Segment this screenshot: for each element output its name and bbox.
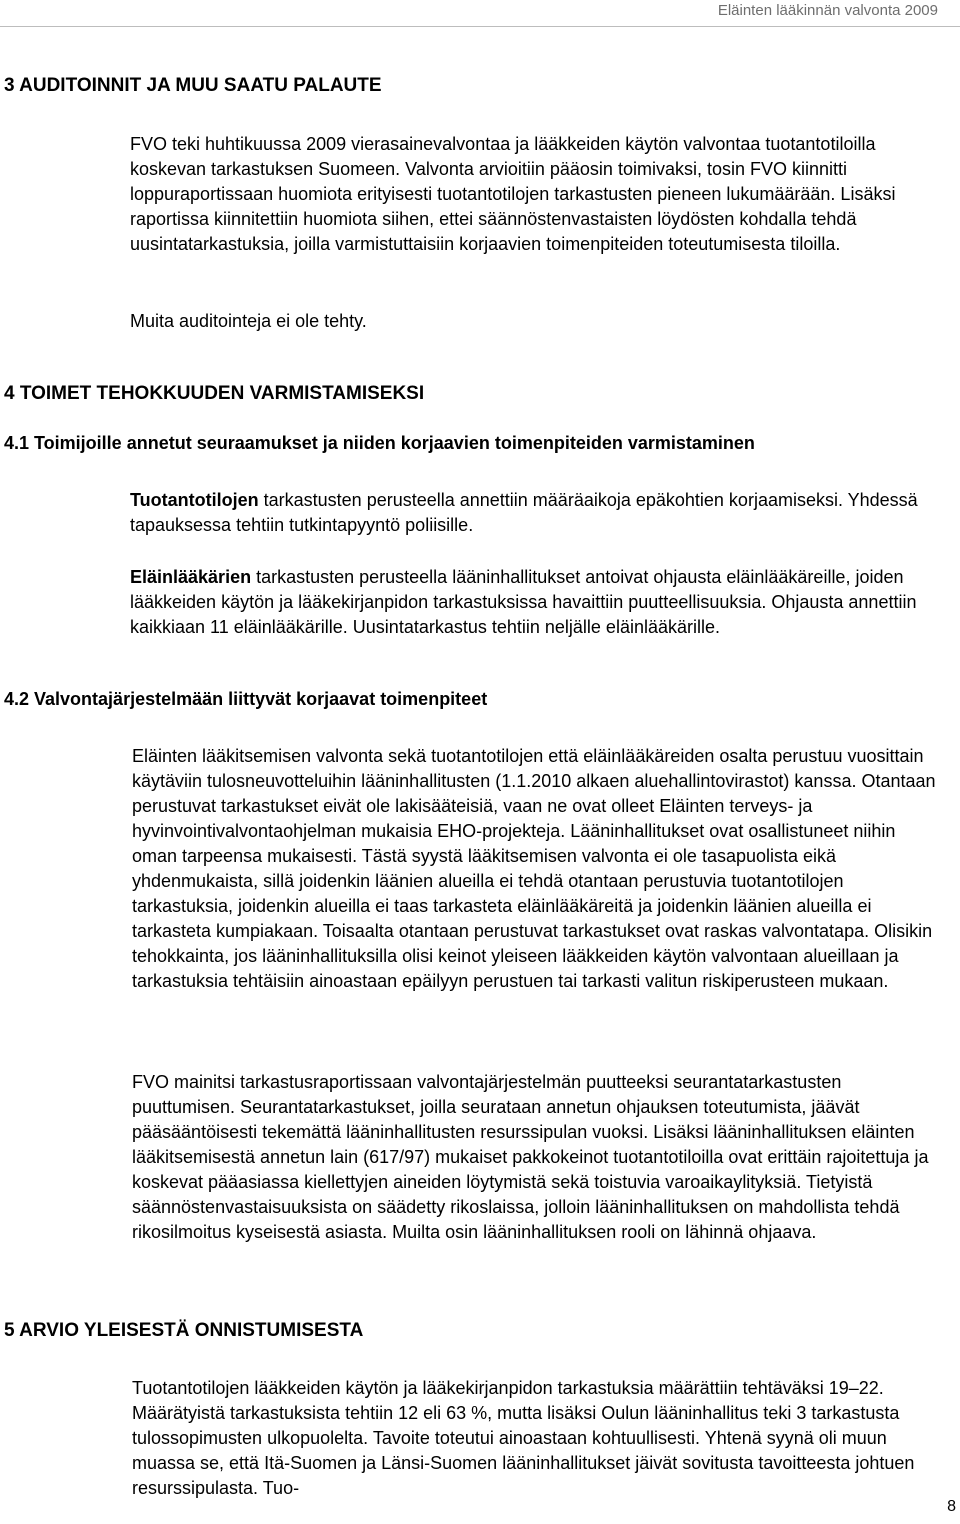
- section-4-1-paragraph-2-text: tarkastusten perusteella lääninhallitukset antoivat ohjausta eläinlääkäreille, joiden lääkkeiden käytön ja lääkekirjanpidon tarkastuksissa havaittiin puutteellisuuksia. Ohjausta annettiin kaikkiaan 11 eläinlääkärille. Uusintatarkastus tehtiin neljälle eläinlääkärille.: [130, 567, 917, 637]
- section-4-1-paragraph-2: [130, 565, 940, 640]
- section-4-1-paragraph-1-text: tarkastusten perusteella annettiin määräaikoja epäkohtien korjaamiseksi. Yhdessä tapauksessa tehtiin tutkintapyyntö poliisille.: [130, 490, 918, 535]
- section-4-2-paragraph-1: Eläinten lääkitsemisen valvonta sekä tuotantotilojen että eläinlääkäreiden osalta perustuu vuosittain käytäviin tulosneuvotteluihin lääninhallitusten (1.1.2010 alkaen aluehallintovirastot) kanssa. Otantaan perustuvat tarkastukset eivät ole lakisääteisiä, vaan ne ovat olleet Eläinten terveys- ja hyvinvointivalvontaohjelman mukaisia EHO-projekteja. Lääninhallitukset ovat osallistuneet niihin oman tarpeensa mukaisesti. Tästä syystä lääkitsemisen valvonta ei ole tasapuolista eikä yhdenmukaista, sillä joidenkin läänien alueilla ei tehdä otantaan perustuvia tuotantotilojen tarkastuksia, joidenkin alueilla ei taas tarkasteta eläinlääkäreitä ja joidenkin läänien alueilla ei tarkasteta kumpiakaan. Toisaalta otantaan perustuvat tarkastukset ovat raskas valvontatapa. Olisikin tehokkainta, jos lääninhallituksilla olisi keinot yleiseen lääkkeiden käytön valvontaan alueillaan ja tarkastuksia tehtäisiin ainoastaan epäilyyn perustuen tai tarkasti valitun riskiperusteen mukaan.: [132, 746, 936, 991]
- section-4-heading: 4 TOIMET TEHOKKUUDEN VARMISTAMISEKSI: [4, 383, 425, 404]
- section-4-1-paragraph-2-lead: Eläinlääkärien: [130, 567, 252, 587]
- page-number: 8: [947, 1498, 956, 1515]
- section-5-paragraph-1: Tuotantotilojen lääkkeiden käytön ja lääkekirjanpidon tarkastuksia määrättiin tehtäväksi 19–22. Määrätyistä tarkastuksista tehtiin 12 eli 63 %, mutta lisäksi Oulun lääninhallitus teki 3 tarkastusta tulossopimusten ulkopuolelta. Tavoite toteutui ainoastaan kohtuullisesti. Yhtenä syynä oli muun muassa se, että Itä-Suomen ja Länsi-Suomen lääninhallitukset jäivät sovitusta tavoitteesta johtuen resurssipulasta. Tuo-: [132, 1378, 915, 1498]
- section-3-paragraph-2: Muita auditointeja ei ole tehty.: [130, 311, 367, 331]
- section-5-heading: 5 ARVIO YLEISESTÄ ONNISTUMISESTA: [4, 1320, 364, 1341]
- section-4-2-paragraph-2: FVO mainitsi tarkastusraportissaan valvontajärjestelmän puutteeksi seurantatarkastusten puuttumisen. Seurantatarkastukset, joilla seurataan annetun ohjauksen toteutumista, jäävät pääsääntöisesti tekemättä lääninhallitusten resurssipulan vuoksi. Lisäksi lääninhallituksen eläinten lääkitsemisestä annetun lain (617/97) mukaiset pakkokeinot tuotantotiloilla ovat erittäin rajoitettuja ja koskevat pääasiassa kiellettyjen aineiden löytymistä sekä toistuvia varoaikaylityksiä. Tietyistä säännöstenvastaisuuksista on säädetty rikoslaissa, jolloin lääninhallituksen on mahdollista tehdä rikosilmoitus kyseisestä asiasta. Muilta osin lääninhallituksen rooli on lähinnä ohjaava.: [132, 1072, 929, 1242]
- section-4-2-heading: 4.2 Valvontajärjestelmään liittyvät korjaavat toimenpiteet: [4, 689, 488, 709]
- header-divider: [0, 26, 960, 27]
- section-3-heading: 3 AUDITOINNIT JA MUU SAATU PALAUTE: [4, 75, 382, 96]
- running-header-title: Eläinten lääkinnän valvonta 2009: [717, 2, 938, 19]
- section-3-paragraph-1: FVO teki huhtikuussa 2009 vierasainevalvontaa ja lääkkeiden käytön valvontaa tuotantotiloilla koskevan tarkastuksen Suomeen. Valvonta arvioitiin pääosin toimivaksi, tosin FVO kiinnitti loppuraportissaan huomiota erityisesti tuotantotilojen tarkastusten pieneen lukumäärään. Lisäksi raportissa kiinnitettiin huomiota siihen, ettei säännöstenvastaisten löydösten kohdalla tehdä uusintatarkastuksia, joilla varmistuttaisiin korjaavien toimenpiteiden toteutumisesta tiloilla.: [130, 134, 896, 254]
- section-4-1-heading: 4.1 Toimijoille annetut seuraamukset ja niiden korjaavien toimenpiteiden varmistaminen: [4, 433, 755, 453]
- section-4-1-paragraph-1: [130, 488, 940, 538]
- section-4-1-paragraph-1-lead: Tuotantotilojen: [130, 490, 259, 510]
